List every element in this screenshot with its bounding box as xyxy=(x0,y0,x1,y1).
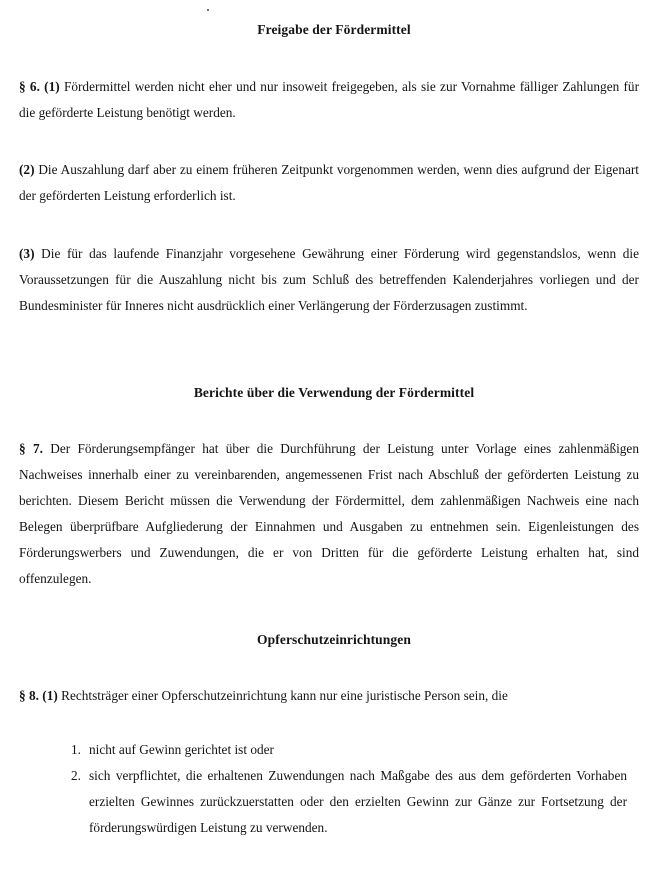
scan-speck xyxy=(207,9,209,11)
list-item-number: 1. xyxy=(71,742,81,757)
list-item xyxy=(71,763,627,841)
paragraph-text: Rechtsträger einer Opferschutzeinrichtung kann nur eine juristische Person sein, die xyxy=(61,688,508,703)
heading-freigabe: Freigabe der Fördermittel xyxy=(257,22,411,37)
list-item-text: sich verpflichtet, die erhaltenen Zuwendungen nach Maßgabe des aus dem geförderten Vorhaben erzielten Gewinnes zurückzuerstatten oder den erzielten Gewinn zur Gänze zur Fortsetzung der förderungswürdigen Leistung zu verwenden. xyxy=(89,768,627,835)
heading-berichte: Berichte über die Verwendung der Fördermittel xyxy=(193,385,475,400)
list-item xyxy=(71,737,627,763)
paragraph-lead: (2) xyxy=(19,162,35,177)
paragraph-7 xyxy=(19,436,639,592)
paragraph-6-2 xyxy=(19,157,639,209)
paragraph-lead: § 8. (1) xyxy=(19,688,58,703)
list-item-number: 2. xyxy=(71,768,81,783)
paragraph-6-1 xyxy=(19,74,639,126)
paragraph-lead: (3) xyxy=(19,246,35,261)
paragraph-text: Fördermittel werden nicht eher und nur insoweit freigegeben, als sie zur Vornahme fälliger Zahlungen für die geförderte Leistung benötigt werden. xyxy=(19,79,640,120)
paragraph-text: Der Förderungsempfänger hat über die Durchführung der Leistung unter Vorlage eines zahlenmäßigen Nachweises innerhalb einer zu vereinbarenden, angemessenen Frist nach Abschluß der geförderten Leistung zu berichten. Diesem Bericht müssen die Verwendung der Fördermittel, dem zahlenmäßigen Nachweis eine nach Belegen überprüfbare Aufgliederung der Einnahmen und Ausgaben zu entnehmen sein. Eigenleistungen des Förderungswerbers und Zuwendungen, die er von Dritten für die geförderte Leistung erhalten hat, sind offenzulegen. xyxy=(19,441,639,586)
paragraph-6-3 xyxy=(19,241,639,319)
paragraph-lead: § 6. (1) xyxy=(19,79,60,94)
paragraph-lead: § 7. xyxy=(19,441,43,456)
heading-opferschutz: Opferschutzeinrichtungen xyxy=(257,632,411,647)
paragraph-8-1 xyxy=(19,683,639,709)
paragraph-text: Die für das laufende Finanzjahr vorgesehene Gewährung einer Förderung wird gegenstandslos, wenn die Voraussetzungen für die Auszahlung nicht bis zum Schluß des betreffenden Kalenderjahres vorliegen und der Bundesminister für Inneres nicht ausdrücklich einer Verlängerung der Förderzusagen zustimmt. xyxy=(19,246,640,313)
list-item-text: nicht auf Gewinn gerichtet ist oder xyxy=(89,742,274,757)
requirements-list xyxy=(71,737,627,841)
paragraph-text: Die Auszahlung darf aber zu einem früheren Zeitpunkt vorgenommen werden, wenn dies aufgrund der Eigenart der geförderten Leistung erforderlich ist. xyxy=(19,162,639,203)
